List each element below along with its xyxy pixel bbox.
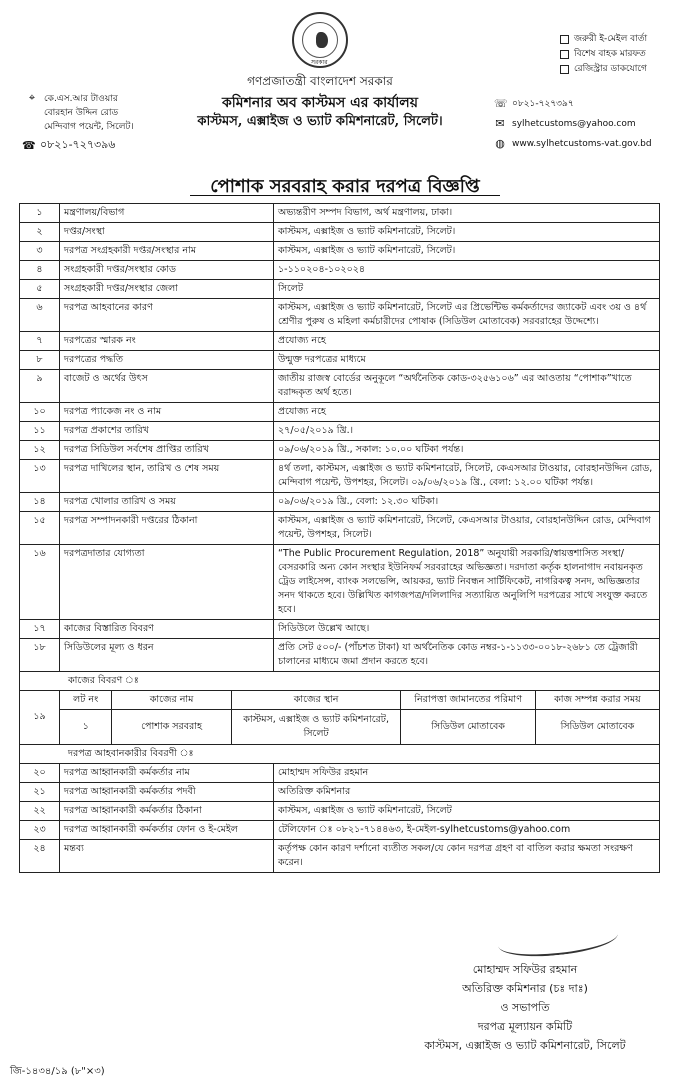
row-key: দরপত্র আহ্বানকারী কর্মকর্তার ফোন ও ই-মেইল — [60, 820, 274, 839]
row-key: দরপত্র দাখিলের স্থান, তারিখ ও শেষ সময় — [60, 460, 274, 493]
row-number: ১৫ — [20, 512, 60, 545]
row-value: কর্তৃপক্ষ কোন কারণ দর্শানো ব্যতীত সকল/যে কোন দরপত্র গ্রহণ বা বাতিল করার ক্ষমতা সংরক্ষণ করেন। — [274, 839, 660, 872]
row-number: ২৪ — [20, 839, 60, 872]
table-row — [20, 460, 660, 493]
row-value: ২৭/০৫/২০১৯ খ্রি.। — [274, 422, 660, 441]
delivery-options — [560, 32, 647, 77]
contact-info — [494, 94, 652, 154]
row-key: দরপত্র প্যাকেজ নং ও নাম — [60, 403, 274, 422]
table-row — [20, 299, 660, 332]
table-row — [20, 801, 660, 820]
row-number: ২০ — [20, 763, 60, 782]
table-row — [20, 351, 660, 370]
tender-table — [19, 203, 660, 873]
row-number: ৫ — [20, 280, 60, 299]
row-key: দরপত্র আহ্বানকারী কর্মকর্তার নাম — [60, 763, 274, 782]
row-key: দরপত্র আহ্বানকারী কর্মকর্তার পদবী — [60, 782, 274, 801]
table-row — [20, 223, 660, 242]
table-row — [20, 782, 660, 801]
check-registered-post[interactable]: রেজিস্ট্রার ডাকযোগে — [560, 62, 647, 77]
check-special-courier[interactable]: বিশেষ বাহক মারফত — [560, 47, 647, 62]
row-number: ৯ — [20, 370, 60, 403]
section-heading: কাজের বিবরণ ঃ — [20, 672, 660, 691]
row-key: দরপত্র প্রকাশের তারিখ — [60, 422, 274, 441]
row-number: ২২ — [20, 801, 60, 820]
row-number: ১৩ — [20, 460, 60, 493]
row-number: ১ — [20, 204, 60, 223]
row-number: ১৬ — [20, 545, 60, 620]
row-key: দরপত্রদাতার যোগ্যতা — [60, 545, 274, 620]
email-icon: ✉ — [495, 117, 505, 130]
row-number: ১৪ — [20, 493, 60, 512]
table-row — [20, 820, 660, 839]
row-key: দরপত্রের স্মারক নং — [60, 332, 274, 351]
fax-icon: ☏ — [494, 97, 508, 110]
notice-title: পোশাক সরবরাহ করার দরপত্র বিজ্ঞপ্তি — [210, 176, 480, 197]
row-value: অভ্যন্তরীণ সম্পদ বিভাগ, অর্থ মন্ত্রণালয়, ঢাকা। — [274, 204, 660, 223]
table-row — [20, 403, 660, 422]
table-row — [20, 839, 660, 872]
letterhead — [0, 0, 684, 165]
email-link[interactable]: sylhetcustoms@yahoo.com — [512, 119, 636, 129]
office-phone: ☎ ০৮২১-৭২৭৩৯৬ — [22, 138, 116, 152]
phone-icon: ☎ — [22, 138, 36, 152]
row-value: জাতীয় রাজস্ব বোর্ডের অনুকূলে “অর্থনৈতিক কোড-৩২৫৬১০৬” এর আওতায় “পোশাক”খাতে বরাদ্দকৃত অর্থ হতে। — [274, 370, 660, 403]
row-value: ৪র্থ তলা, কাস্টমস, এক্সাইজ ও ভ্যাট কমিশনারেট, সিলেট, কেএসআর টাওয়ার, বোরহানউদ্দিন রোড, মেন্দিবাগ পয়েন্ট, উপশহর, সিলেট। ০৯/০৬/২০১৯ খ্রি., বেলা: ১২.০০ ঘটিকা পর্যন্ত। — [274, 460, 660, 493]
work-column-header: কাজের স্থান — [231, 691, 400, 710]
row-number: ৬ — [20, 299, 60, 332]
work-column-header: নিরাপত্তা জামানতের পরিমাণ — [401, 691, 536, 710]
work-cell: সিডিউল মোতাবেক — [401, 710, 536, 744]
commissionerate-line: কাস্টমস, এক্সাইজ ও ভ্যাট কমিশনারেট, সিলেট। — [197, 114, 443, 129]
row-key: কাজের বিস্তারিত বিবরণ — [60, 620, 274, 639]
handwritten-signature — [497, 919, 619, 961]
work-data-row — [60, 710, 659, 744]
fax-number: ০৮২১-৭২৭৩৯৭ — [512, 99, 574, 109]
row-value: অতিরিক্ত কমিশনার — [274, 782, 660, 801]
row-number: ১৭ — [20, 620, 60, 639]
title-underline — [190, 195, 500, 196]
row-key: দরপত্র সম্পাদনকারী দপ্তরের ঠিকানা — [60, 512, 274, 545]
row-value: প্রতি সেট ৫০০/- (পাঁচশত টাকা) যা অর্থনৈতিক কোড নম্বর-১-১১৩৩-০০১৮-২৬৮১ তে ট্রেজারী চালানের মাধ্যমে জমা প্রদান করতে হবে। — [274, 639, 660, 672]
work-cell: কাস্টমস, এক্সাইজ ও ভ্যাট কমিশনারেট, সিলেট — [231, 710, 400, 744]
row-number: ১২ — [20, 441, 60, 460]
row-number: ৩ — [20, 242, 60, 261]
row-key: সংগ্রহকারী দপ্তর/সংস্থার জেলা — [60, 280, 274, 299]
table-row — [20, 370, 660, 403]
row-value: প্রযোজ্য নহে — [274, 332, 660, 351]
work-cell: ১ — [60, 710, 112, 744]
office-address: ⌖ কে.এস.আর টাওয়ার বোরহান উদ্দিন রোড মেন্দিবাগ পয়েন্ট, সিলেট। — [26, 92, 134, 134]
row-value: ০৯/০৬/২০১৯ খ্রি., বেলা: ১২.৩০ ঘটিকা। — [274, 493, 660, 512]
table-row — [20, 280, 660, 299]
section-heading-row — [20, 672, 660, 691]
row-number: ১৮ — [20, 639, 60, 672]
row-number: ৪ — [20, 261, 60, 280]
row-key: দরপত্র খোলার তারিখ ও সময় — [60, 493, 274, 512]
check-urgent-email[interactable]: জরুরী ই-মেইল বার্তা — [560, 32, 647, 47]
table-row — [20, 422, 660, 441]
row-value: কাস্টমস, এক্সাইজ ও ভ্যাট কমিশনারেট, সিলেট — [274, 801, 660, 820]
row-key: সংগ্রহকারী দপ্তর/সংস্থার কোড — [60, 261, 274, 280]
row-number: ৭ — [20, 332, 60, 351]
row-key: বাজেট ও অর্থের উৎস — [60, 370, 274, 403]
row-key: দপ্তর/সংস্থা — [60, 223, 274, 242]
table-row — [20, 545, 660, 620]
row-number: ২ — [20, 223, 60, 242]
row-value: কাস্টমস, এক্সাইজ ও ভ্যাট কমিশনারেট, সিলেট, কেএসআর টাওয়ার, বোরহানউদ্দিন রোড, মেন্দিবাগ পয়েন্ট, উপশহর, সিলেট। — [274, 512, 660, 545]
work-column-header: লট নং — [73, 694, 99, 705]
row-number: ১১ — [20, 422, 60, 441]
work-column-header: কাজ সম্পন্ন করার সময় — [535, 691, 659, 710]
table-row — [20, 512, 660, 545]
table-row — [20, 441, 660, 460]
row-value: “The Public Procurement Regulation, 2018” অনুযায়ী সরকারি/স্বায়ত্তশাসিত সংস্থা/বেসরকারি অন্য কোন সংস্থার ইউনিফর্ম সরবরাহের অভিজ্ঞতা। দরদাতা কর্তৃক হালনাগাদ নবায়নকৃত ট্রেড লাইসেন্স, ব্যাংক সলভেন্সি, আয়কর, ভ্যাট নিবন্ধন সার্টিফিকেট, নাগরিকত্ব সনদ, অভিজ্ঞতার সনদ থাকতে হবে। উল্লিখিত কাগজপত্র/দলিলাদির সত্যায়িত অনুলিপি দরপত্রের সাথে সংযুক্ত করতে হবে। — [274, 545, 660, 620]
table-row — [20, 332, 660, 351]
table-row — [20, 763, 660, 782]
row-key: দরপত্র সংগ্রহকারী দপ্তর/সংস্থার নাম — [60, 242, 274, 261]
footer-code: জি-১৪৩৪/১৯ (৮"×৩) — [10, 1066, 105, 1077]
row-key: দরপত্রের পদ্ধতি — [60, 351, 274, 370]
work-header-row — [60, 691, 659, 710]
table-row — [20, 620, 660, 639]
row-value: ০৯/০৬/২০১৯ খ্রি., সকাল: ১০.০০ ঘটিকা পর্যন্ত। — [274, 441, 660, 460]
row-value: কাস্টমস, এক্সাইজ ও ভ্যাট কমিশনারেট, সিলেট। — [274, 242, 660, 261]
globe-icon: ◍ — [495, 137, 505, 150]
table-row — [20, 493, 660, 512]
row-number: ২১ — [20, 782, 60, 801]
location-pin-icon: ⌖ — [28, 91, 36, 104]
row-number: ১৯ — [20, 691, 60, 745]
row-value: প্রযোজ্য নহে — [274, 403, 660, 422]
office-line: কমিশনার অব কাস্টমস এর কার্যালয় — [222, 95, 418, 111]
row-value: ১-১১০২০৪-১০২০২৪ — [274, 261, 660, 280]
table-row — [20, 242, 660, 261]
row-value: উন্মুক্ত দরপত্রের মাধ্যমে — [274, 351, 660, 370]
work-detail-row — [20, 691, 660, 745]
website-link[interactable]: www.sylhetcustoms-vat.gov.bd — [512, 139, 652, 149]
row-value: কাস্টমস, এক্সাইজ ও ভ্যাট কমিশনারেট, সিলেট। — [274, 223, 660, 242]
row-key: মন্ত্রণালয়/বিভাগ — [60, 204, 274, 223]
work-column-header: কাজের নাম — [112, 691, 232, 710]
row-number: ২৩ — [20, 820, 60, 839]
section-heading-row — [20, 744, 660, 763]
table-row — [20, 639, 660, 672]
row-key: সিডিউলের মূল্য ও ধরন — [60, 639, 274, 672]
table-row — [20, 261, 660, 280]
row-value: টেলিফোন ঃ ০৮২১-৭১৪৪৬৩, ই-মেইল-sylhetcustoms@yahoo.com — [274, 820, 660, 839]
row-value: কাস্টমস, এক্সাইজ ও ভ্যাট কমিশনারেট, সিলেট এর প্রিভেন্টিভ কর্মকর্তাদের জ্যাকেট এবং ৩য় ও ৪র্থ শ্রেণীর পুরুষ ও মহিলা কর্মচারীদের পোষাক (সিডিউল মোতাবেক) সরবরাহের উদ্দেশ্যে। — [274, 299, 660, 332]
work-cell: পোশাক সরবরাহ — [112, 710, 232, 744]
government-seal-icon: সরকার — [292, 12, 348, 68]
row-number: ১০ — [20, 403, 60, 422]
row-value: সিলেট — [274, 280, 660, 299]
row-key: দরপত্র আহবানের কারণ — [60, 299, 274, 332]
row-key: মন্তব্য — [60, 839, 274, 872]
row-key: দরপত্র সিডিউল সর্বশেষ প্রাপ্তির তারিখ — [60, 441, 274, 460]
work-cell: সিডিউল মোতাবেক — [535, 710, 659, 744]
row-value: সিডিউলে উল্লেখ আছে। — [274, 620, 660, 639]
row-number: ৮ — [20, 351, 60, 370]
row-value: মোহাম্মদ সফিউর রহমান — [274, 763, 660, 782]
section-heading: দরপত্র আহবানকারীর বিবরণী ঃ — [20, 744, 660, 763]
govt-line: গণপ্রজাতন্ত্রী বাংলাদেশ সরকার — [247, 74, 393, 88]
work-table — [60, 691, 659, 744]
row-key: দরপত্র আহ্বানকারী কর্মকর্তার ঠিকানা — [60, 801, 274, 820]
table-row — [20, 204, 660, 223]
signature-block: মোহাম্মদ সফিউর রহমান অতিরিক্ত কমিশনার (চঃ দাঃ) ও সভাপতি দরপত্র মূল্যায়ন কমিটি কাস্টমস, এক্সাইজ ও ভ্যাট কমিশনারেট, সিলেট — [424, 963, 626, 1052]
